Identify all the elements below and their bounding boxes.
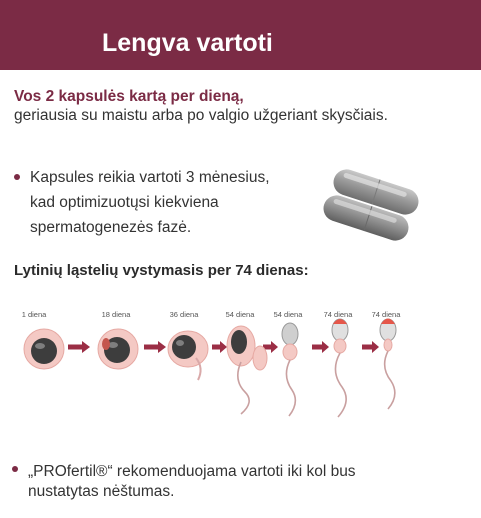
bullet1-text xyxy=(30,165,320,240)
bullet1-line: kad optimizuotųsi kiekviena xyxy=(30,194,219,211)
cell-stage-6 xyxy=(332,319,348,417)
header-banner xyxy=(0,0,481,70)
bullet1-line: spermatogenezės fazė. xyxy=(30,219,192,236)
cell-stage-3 xyxy=(168,331,208,380)
bullet-dot xyxy=(12,466,18,472)
stage-label: 74 diena xyxy=(323,310,353,319)
stage-label: 18 diena xyxy=(101,310,131,319)
development-title: Lytinių ląstelių vystymasis per 74 dienas: xyxy=(14,262,309,279)
bullet2-line: nustatytas nėštumas. xyxy=(28,483,175,500)
stage-label: 54 diena xyxy=(225,310,255,319)
cell-stage-2 xyxy=(98,329,138,369)
banner-title: Lengva vartoti xyxy=(102,29,273,57)
cell-stage-1 xyxy=(24,329,64,369)
capsules-icon xyxy=(320,158,430,250)
bullet1-line: Kapsules reikia vartoti 3 mėnesius, xyxy=(30,169,270,186)
stage-label: 54 diena xyxy=(273,310,303,319)
stage-label: 36 diena xyxy=(169,310,199,319)
cell-stage-5 xyxy=(282,323,298,416)
cell-stage-7 xyxy=(380,319,396,410)
bullet2-line: „PROfertil®“ rekomenduojama vartoti iki kol bus xyxy=(28,463,356,480)
spermatogenesis-diagram xyxy=(20,300,460,430)
stage-label: 1 diena xyxy=(21,310,47,319)
dosage-headline: Vos 2 kapsulės kartą per dieną, xyxy=(14,88,244,105)
bullet-dot xyxy=(14,174,20,180)
stage-label: 74 diena xyxy=(371,310,401,319)
dosage-subline: geriausia su maistu arba po valgio užgeriant skysčiais. xyxy=(14,107,388,124)
cell-stage-4 xyxy=(227,326,267,414)
bullet2-text xyxy=(28,462,468,502)
